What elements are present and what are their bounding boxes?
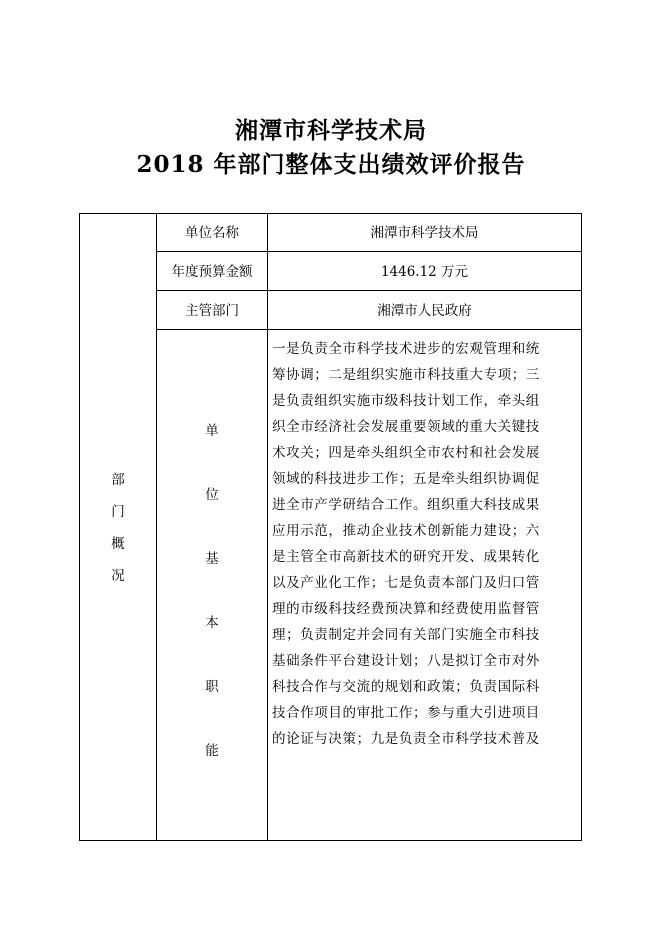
duties-label-char: 职 — [205, 679, 219, 695]
section-label-char: 况 — [111, 568, 125, 584]
duties-line: 进全市产学研结合工作。组织重大科技成果 — [272, 497, 540, 513]
section-label-char: 门 — [111, 504, 125, 520]
annual-budget-value: 1446.12 万元 — [380, 264, 469, 280]
supervising-dept-label: 主管部门 — [185, 303, 239, 319]
department-overview-table — [79, 213, 582, 841]
supervising-dept-value: 湘潭市人民政府 — [377, 303, 472, 319]
duties-label-char: 单 — [205, 423, 219, 439]
duties-line: 筹协调；二是组织实施市科技重大专项；三 — [272, 367, 540, 383]
annual-budget-label: 年度预算金额 — [171, 264, 253, 280]
duties-line: 基础条件平台建设计划；八是拟订全市对外 — [272, 653, 540, 669]
document-title-line2: 2018 年部门整体支出绩效评价报告 — [136, 151, 526, 178]
duties-line: 以及产业化工作；七是负责本部门及归口管 — [272, 575, 540, 591]
duties-line: 应用示范，推动企业技术创新能力建设；六 — [272, 523, 540, 539]
section-label-char: 部 — [111, 472, 125, 488]
duties-line: 术攻关；四是牵头组织全市农村和社会发展 — [272, 445, 540, 461]
duties-line: 织全市经济社会发展重要领域的重大关键技 — [272, 419, 540, 435]
document-title-line1: 湘潭市科学技术局 — [235, 117, 427, 144]
basic-duties-label — [202, 419, 222, 759]
duties-label-char: 本 — [205, 615, 219, 631]
unit-name-value: 湘潭市科学技术局 — [370, 225, 479, 241]
duties-label-char: 位 — [205, 487, 219, 503]
duties-line: 理；负责制定并会同有关部门实施全市科技 — [272, 627, 540, 643]
duties-line: 一是负责全市科学技术进步的宏观管理和统 — [272, 341, 540, 357]
duties-line: 科技合作与交流的规划和政策；负责国际科 — [272, 679, 540, 695]
table-divider — [156, 251, 581, 252]
duties-line: 领域的科技进步工作；五是牵头组织协调促 — [272, 471, 540, 487]
table-divider — [156, 290, 581, 291]
basic-duties-text — [272, 336, 577, 752]
section-label-char: 概 — [111, 536, 125, 552]
duties-label-char: 基 — [205, 551, 219, 567]
duties-label-char: 能 — [205, 743, 219, 759]
table-divider — [156, 329, 581, 330]
duties-line: 的论证与决策；九是负责全市科学技术普及 — [272, 731, 540, 747]
duties-line: 是负责组织实施市级科技计划工作，牵头组 — [272, 393, 540, 409]
duties-line: 是主管全市高新技术的研究开发、成果转化 — [272, 549, 540, 565]
section-label-department-overview — [108, 468, 128, 608]
duties-line: 理的市级科技经费预决算和经费使用监督管 — [272, 601, 540, 617]
unit-name-label: 单位名称 — [185, 225, 239, 241]
duties-line: 技合作项目的审批工作；参与重大引进项目 — [272, 705, 540, 721]
